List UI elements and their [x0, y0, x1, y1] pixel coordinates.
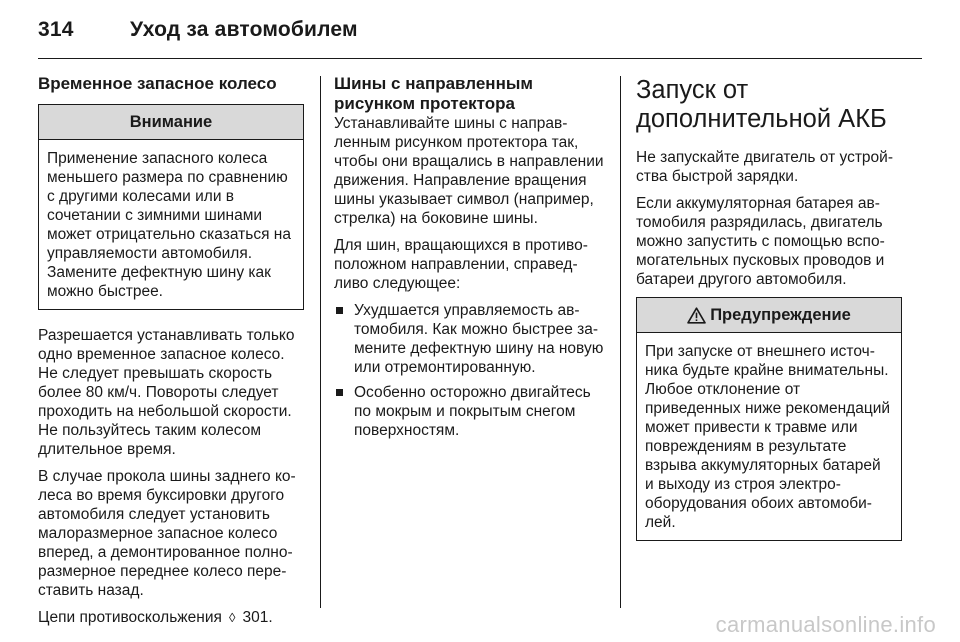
page-title: Уход за автомобилем [130, 18, 358, 41]
caution-title: Внимание [39, 105, 303, 140]
section-title-spare-wheel: Временное запасное колесо [38, 74, 277, 93]
paragraph: Разрешается устанавливать только одно временное запасное колесо. Не следует превышать скорость более 80 км/ч. Повороты следует проходить на небольшой скорости. Не пользуйтесь таким колесом длительное время. [38, 327, 295, 458]
paragraph: Если аккумуляторная батарея автомобиля разрядилась, двигатель можно запустить с помощью вспомогательных пусковых проводов и батареи другого автомобиля. [636, 195, 885, 288]
column-divider [620, 76, 621, 608]
warning-text: При запуске от внешнего источника будьте крайне внимательны. Любое отклонение от приведенных ниже рекомендаций может привести к травме или повреждениям в результате взрыва аккумуляторных батарей и выходу из строя электрооборудования обоих автомобилей. [645, 343, 891, 531]
cross-reference-text: Цепи противоскольжения [38, 609, 222, 626]
paragraph: В случае прокола шины заднего колеса во время буксировки другого автомобиля следует установить малоразмерное запасное колесо вперед, а демонтированное полноразмерное переднее колесо переставить назад. [38, 468, 296, 599]
paragraph: Устанавливайте шины с направленным рисунком протектора так, чтобы они вращались в направлении движения. Направление вращения шины указывает символ (например, стрелка) на боковине шины. [334, 115, 604, 227]
column-jump-start [636, 74, 902, 557]
bullet-list [334, 301, 604, 440]
paragraph: Не запускайте двигатель от устройства быстрой зарядки. [636, 149, 893, 185]
column-directional-tyres [334, 74, 604, 446]
warning-box [636, 297, 902, 541]
warning-icon [687, 307, 706, 324]
watermark: carmanualsonline.info [715, 612, 936, 637]
warning-title: Предупреждение [637, 298, 901, 333]
caution-text: Применение запасного колеса меньшего размера по сравнению с другими колесами или в сочетании с зимними шинами может отрицательно сказаться на управляемости автомобиля. Замените дефектную шину как можно быстрее. [47, 150, 291, 300]
caution-box [38, 104, 304, 310]
list-item: Ухудшается управляемость автомобиля. Как можно быстрее замените дефектную шину на новую или отремонтированную. [334, 301, 604, 377]
column-divider [320, 76, 321, 608]
cross-reference [38, 608, 304, 627]
page-number: 314 [38, 18, 74, 41]
section-title-jump-start: Запуск от дополнительной АКБ [636, 76, 887, 133]
section-title-directional-tyres: Шины с направленным рисунком протектора [334, 74, 533, 113]
page-header [38, 18, 358, 42]
column-spare-wheel [38, 74, 304, 635]
paragraph: Для шин, вращающихся в противоположном направлении, справедливо следующее: [334, 237, 588, 292]
header-rule [38, 58, 922, 59]
cross-reference-page: 301. [242, 609, 273, 626]
page-reference-icon: ◊ [228, 610, 236, 625]
list-item: Особенно осторожно двигайтесь по мокрым и покрытым снегом поверхностям. [334, 383, 604, 440]
